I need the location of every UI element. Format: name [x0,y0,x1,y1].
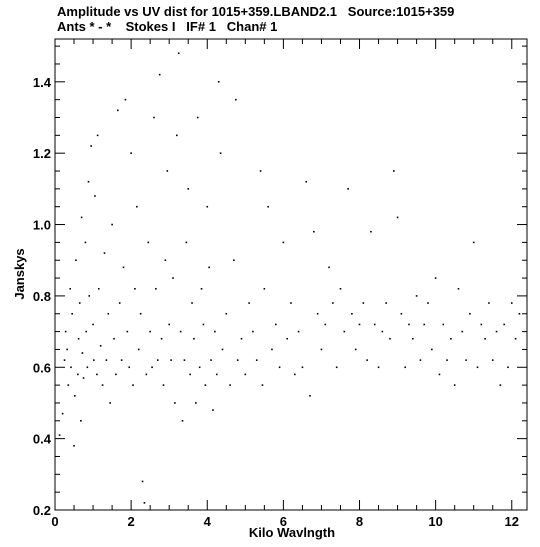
data-point [138,349,140,351]
data-point [128,366,130,368]
data-point [412,338,414,340]
data-point [241,338,243,340]
data-point [458,288,460,290]
data-point [317,313,319,315]
x-axis-label: Kilo Wavlngth [248,525,336,540]
y-tick-label: 1.0 [32,217,51,233]
data-point [180,331,182,333]
data-point [147,242,149,244]
data-point [78,338,80,340]
data-point [214,331,216,333]
data-point [237,359,239,361]
chart-subtitle: Ants * - * Stokes I IF# 1 Chan# 1 [57,19,278,34]
data-point [153,117,155,119]
data-point [313,231,315,233]
data-point [98,288,100,290]
data-point [450,338,452,340]
data-point [267,206,269,208]
y-tick-label: 1.2 [32,146,51,162]
data-point [454,384,456,386]
data-point [199,366,201,368]
x-tick-label: 0 [51,514,59,529]
data-point [104,252,106,254]
data-point [140,313,142,315]
data-point [70,366,72,368]
data-point [347,188,349,190]
data-point [174,402,176,404]
data-point [186,242,188,244]
data-point [157,359,159,361]
y-tick-label: 1.4 [32,74,51,90]
data-point [305,181,307,183]
data-point [469,313,471,315]
data-point [85,331,87,333]
data-point [195,402,197,404]
data-point [65,331,67,333]
data-point [115,374,117,376]
data-point [442,324,444,326]
data-point [81,217,83,219]
data-point [69,288,71,290]
data-point [71,313,73,315]
data-point [85,242,87,244]
data-point [427,302,429,304]
data-point [321,349,323,351]
data-point [75,259,77,261]
data-point [298,331,300,333]
data-point [515,338,517,340]
data-point [73,445,75,447]
data-point [176,135,178,137]
data-point [187,188,189,190]
data-point [500,384,502,386]
ticks [55,39,527,510]
data-point [481,324,483,326]
data-point [80,420,82,422]
data-point [142,481,144,483]
data-point [420,359,422,361]
data-point [496,331,498,333]
data-point [332,302,334,304]
data-point [201,288,203,290]
y-tick-label: 0.8 [32,288,51,304]
data-point [351,313,353,315]
data-point [290,302,292,304]
data-point [82,352,84,354]
data-point [465,359,467,361]
data-point [503,324,505,326]
data-point [283,242,285,244]
data-point [218,81,220,83]
x-tick-label: 10 [428,514,443,529]
data-point [121,359,123,361]
data-point [132,384,134,386]
data-point [435,277,437,279]
data-point [216,374,218,376]
data-point [262,384,264,386]
data-point [382,331,384,333]
data-point [212,409,214,411]
data-point [389,338,391,340]
tick-labels [33,75,519,529]
data-point [136,206,138,208]
data-point [168,324,170,326]
data-points [59,52,520,503]
data-point [206,206,208,208]
data-point [94,195,96,197]
data-point [355,349,357,351]
data-point [119,302,121,304]
x-tick-label: 6 [279,514,288,529]
x-tick-label: 12 [504,514,520,529]
data-point [159,74,161,76]
data-point [370,231,372,233]
data-point [107,313,109,315]
data-point [220,152,222,154]
data-point [97,135,99,137]
data-point [149,331,151,333]
data-point [374,324,376,326]
data-point [519,313,521,315]
data-point [439,374,441,376]
data-point [264,288,266,290]
data-point [302,366,304,368]
data-point [117,110,119,112]
data-point [64,359,66,361]
data-point [210,359,212,361]
data-point [271,349,273,351]
data-point [511,302,513,304]
data-point [225,313,227,315]
y-tick-label: 0.6 [32,360,51,376]
data-point [393,170,395,172]
data-point [68,384,70,386]
data-point [473,242,475,244]
data-point [423,324,425,326]
data-point [144,502,146,504]
data-point [203,324,205,326]
chart-title: Amplitude vs UV dist for 1015+359.LBAND2.1 Source:1015+359 [57,4,455,19]
data-point [488,302,490,304]
y-axis-label: Janskys [12,248,27,300]
data-point [151,366,153,368]
data-point [90,145,92,147]
data-point [233,259,235,261]
data-point [102,384,104,386]
data-point [155,288,157,290]
data-point [248,302,250,304]
data-point [461,331,463,333]
data-point [74,395,76,397]
y-tick-label: 0.4 [32,431,51,447]
data-point [507,366,509,368]
data-point [336,366,338,368]
data-point [66,349,68,351]
data-point [100,345,102,347]
data-point [235,99,237,101]
data-point [408,324,410,326]
data-point [446,359,448,361]
x-tick-label: 8 [355,514,364,529]
data-point [184,359,186,361]
data-point [245,374,247,376]
data-point [189,374,191,376]
data-point [172,277,174,279]
data-point [88,295,90,297]
data-point [401,313,403,315]
x-tick-label: 4 [203,514,211,529]
data-point [484,338,486,340]
data-point [431,349,433,351]
data-point [125,99,127,101]
data-point [492,359,494,361]
data-point [340,288,342,290]
data-point [178,52,180,54]
data-point [161,338,163,340]
data-point [385,302,387,304]
data-point [165,259,167,261]
data-point [252,331,254,333]
data-point [77,374,79,376]
data-point [127,331,129,333]
data-point [193,338,195,340]
data-point [109,402,111,404]
data-point [96,374,98,376]
data-point [378,366,380,368]
data-point [309,395,311,397]
data-point [477,366,479,368]
data-point [166,170,168,172]
data-point [416,295,418,297]
data-point [92,324,94,326]
data-point [275,324,277,326]
data-point [328,267,330,269]
data-point [359,324,361,326]
data-point [146,374,148,376]
data-point [286,338,288,340]
data-point [256,359,258,361]
data-point [93,359,95,361]
data-point [260,170,262,172]
data-point [397,217,399,219]
data-point [163,384,165,386]
data-point [197,117,199,119]
data-point [79,302,81,304]
data-point [134,288,136,290]
data-point [404,366,406,368]
data-point [222,349,224,351]
data-point [123,267,125,269]
data-point [113,338,115,340]
data-point [83,377,85,379]
x-tick-label: 2 [127,514,135,529]
data-point [363,302,365,304]
y-tick-label: 0.2 [32,503,51,518]
data-point [170,359,172,361]
data-point [208,267,210,269]
data-point [182,420,184,422]
data-point [279,366,281,368]
plot-frame [55,39,527,510]
data-point [87,366,89,368]
data-point [59,434,61,436]
data-point [324,324,326,326]
data-point [343,331,345,333]
data-point [106,359,108,361]
data-point [62,413,64,415]
data-point [229,384,231,386]
data-point [111,224,113,226]
data-point [294,374,296,376]
data-point [88,181,90,183]
data-point [130,152,132,154]
data-point [205,384,207,386]
data-point [366,359,368,361]
data-point [191,302,193,304]
